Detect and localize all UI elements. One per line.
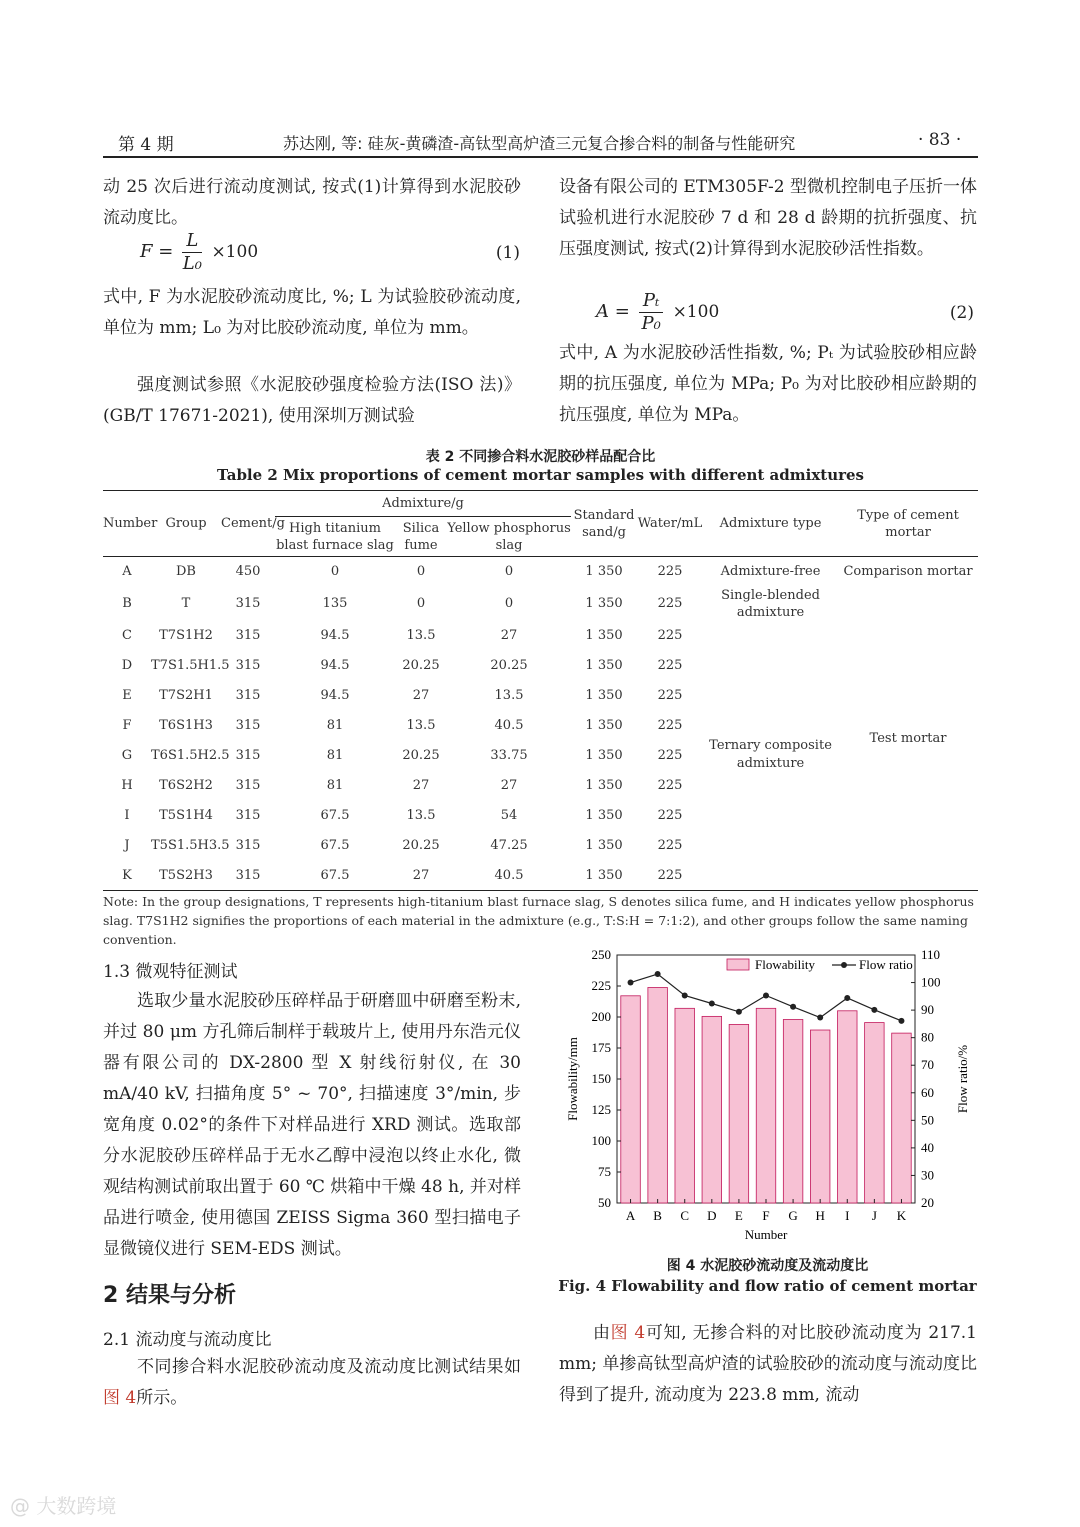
cell: 315 xyxy=(235,778,261,793)
y2-tick-label: 100 xyxy=(921,974,941,990)
cell: I xyxy=(124,808,130,823)
point-flow-ratio xyxy=(709,1000,715,1006)
eq1-fraction xyxy=(182,230,202,275)
y-tick-label: 100 xyxy=(591,1133,611,1148)
eq2-number: (2) xyxy=(949,303,974,323)
th-htbfs: High titanium blast furnace slag xyxy=(276,520,394,553)
right-bottom-paragraph xyxy=(559,1318,977,1411)
equation-1 xyxy=(140,230,520,275)
cell: 27 xyxy=(412,867,430,883)
legend-label-flowability: Flowability xyxy=(755,957,815,972)
cell: 1 350 xyxy=(585,688,623,703)
cell: 315 xyxy=(235,658,261,673)
bar-flowability xyxy=(675,1008,695,1203)
y-axis-label: Flowability/mm xyxy=(565,1037,580,1121)
cell: 0 xyxy=(504,564,514,580)
cell: 0 xyxy=(504,596,514,611)
cell: 315 xyxy=(235,867,261,883)
left-paragraph-2: 式中, F 为水泥胶砂流动度比, %; L 为试验胶砂流动度, 单位为 mm; L₀ 为对比胶砂流动度, 单位为 mm。 xyxy=(103,287,521,338)
legend-label-flow-ratio: Flow ratio xyxy=(859,957,913,972)
cell: 20.25 xyxy=(402,658,440,673)
cell: 54 xyxy=(500,808,518,823)
y-tick-label: 50 xyxy=(598,1195,611,1210)
text-run: 所示。 xyxy=(136,1388,188,1408)
x-tick-label: I xyxy=(845,1208,850,1223)
y2-tick-label: 40 xyxy=(921,1139,934,1155)
table-row xyxy=(103,587,978,621)
cell: H xyxy=(121,778,133,793)
th-admixture: Admixture/g xyxy=(275,491,571,517)
cell: 1 350 xyxy=(585,628,623,643)
cell: 225 xyxy=(657,867,683,883)
bar-flowability xyxy=(756,1008,776,1203)
x-tick-label: F xyxy=(762,1208,770,1223)
th-admixture-type: Admixture type xyxy=(719,516,822,531)
cell: T6S1H3 xyxy=(159,718,213,733)
point-flow-ratio xyxy=(790,1004,796,1010)
cell: 0 xyxy=(416,596,426,611)
cell: T5S1H4 xyxy=(159,808,213,823)
left-paragraph-1: 动 25 次后进行流动度测试, 按式(1)计算得到水泥胶砂流动度比。 xyxy=(103,177,521,228)
cell: 1 350 xyxy=(585,596,623,611)
bar-flowability xyxy=(648,987,668,1203)
cell: 315 xyxy=(235,808,261,823)
y2-tick-label: 110 xyxy=(921,947,941,962)
text-run: 不同掺合料水泥胶砂流动度及流动度比测试结果如 xyxy=(137,1357,521,1377)
cell: E xyxy=(122,688,132,703)
x-tick-label: K xyxy=(896,1208,907,1223)
cell: A xyxy=(122,564,132,580)
cell: T5S2H3 xyxy=(159,867,213,883)
x-tick-label: E xyxy=(734,1208,743,1223)
cell: 81 xyxy=(326,778,344,793)
cell: T6S1.5H2.5 xyxy=(151,748,230,763)
th-silica: Silica fume xyxy=(402,520,440,553)
table2 xyxy=(103,490,978,891)
cell: 13.5 xyxy=(406,808,436,823)
x-tick-label: C xyxy=(680,1208,690,1223)
point-flow-ratio xyxy=(871,1007,877,1013)
bar-flowability xyxy=(621,996,641,1203)
th-sand: Standard sand/g xyxy=(573,507,635,540)
cell: 81 xyxy=(326,748,344,763)
cell: B xyxy=(122,596,132,611)
cell: 13.5 xyxy=(494,688,524,703)
point-flow-ratio xyxy=(817,1015,823,1021)
cell: 135 xyxy=(322,596,348,611)
eq1-number: (1) xyxy=(495,243,520,263)
cell: 225 xyxy=(657,718,683,733)
legend-marker-flow-ratio xyxy=(841,962,847,968)
point-flow-ratio xyxy=(628,980,634,986)
cell: 1 350 xyxy=(585,748,623,763)
cell: K xyxy=(122,867,132,883)
cell-admixture-type: Ternary composite admixture xyxy=(709,738,832,772)
cell: 315 xyxy=(235,718,261,733)
section-2-title: 2 结果与分析 xyxy=(103,1283,236,1308)
y2-tick-label: 90 xyxy=(921,1002,934,1018)
y2-tick-label: 80 xyxy=(921,1029,934,1045)
cell: 27 xyxy=(412,688,430,703)
watermark: @ 大数跨境 xyxy=(10,1494,117,1518)
x-tick-label: D xyxy=(707,1208,717,1223)
eq2-fraction xyxy=(639,290,664,335)
cell: 20.25 xyxy=(490,658,528,673)
th-yps: Yellow phosphorus slag xyxy=(447,520,571,553)
y-tick-label: 225 xyxy=(591,978,611,993)
cell: 225 xyxy=(657,778,683,793)
cell: 81 xyxy=(326,718,344,733)
cell: 225 xyxy=(657,564,683,580)
right-paragraph-2: 式中, A 为水泥胶砂活性指数, %; Pₜ 为试验胶砂相应龄期的抗压强度, 单位为 MPa; P₀ 为对比胶砂相应龄期的抗压强度, 单位为 MPa。 xyxy=(559,343,977,425)
table2-caption-cn: 表 2 不同掺合料水泥胶砂样品配合比 xyxy=(425,449,656,465)
cell: 225 xyxy=(657,688,683,703)
bar-flowability xyxy=(838,1011,858,1203)
th-water: Water/mL xyxy=(637,516,703,531)
cell: 1 350 xyxy=(585,867,623,883)
y-tick-label: 75 xyxy=(598,1164,611,1179)
cell: 27 xyxy=(500,778,518,793)
section-1-3-title: 1.3 微观特征测试 xyxy=(103,962,238,982)
equation-2 xyxy=(596,290,974,335)
page-number: · 83 · xyxy=(918,130,962,150)
cell: 67.5 xyxy=(320,808,350,823)
th-cement: Cement/g xyxy=(221,516,285,531)
y2-tick-label: 20 xyxy=(921,1195,934,1210)
left-paragraph-3: 强度测试参照《水泥胶砂强度检验方法(ISO 法)》(GB/T 17671-2021), 使用深圳万测试验 xyxy=(103,375,521,426)
th-number: Number xyxy=(103,516,158,531)
cell: 67.5 xyxy=(320,838,350,853)
cell: 0 xyxy=(416,564,426,580)
cell: 1 350 xyxy=(585,564,623,580)
x-tick-label: H xyxy=(815,1208,825,1223)
table2-note: Note: In the group designations, T represents high-titanium blast furnace slag, S denotes silica fume, and H indicates yellow phosphorus slag. T7S1H2 signifies the proportions of each material in the admixture (e.g., T:S:H = 7:1:2), and other groups follow the same naming convention. xyxy=(103,894,974,947)
figure-4-chart xyxy=(555,945,980,1245)
bar-flowability xyxy=(783,1019,803,1203)
right-paragraph-1: 设备有限公司的 ETM305F-2 型微机控制电子压折一体试验机进行水泥胶砂 7 d 和 28 d 龄期的抗折强度、抗压强度测试, 按式(2)计算得到水泥胶砂活性指数。 xyxy=(559,177,978,259)
cell-admixture-type: Admixture-free xyxy=(720,564,821,580)
cell: 94.5 xyxy=(320,658,350,673)
section-2-1-title: 2.1 流动度与流动度比 xyxy=(103,1330,272,1350)
figure4-caption-cn: 图 4 水泥胶砂流动度及流动度比 xyxy=(666,1258,869,1274)
point-flow-ratio xyxy=(655,971,661,977)
cell: 1 350 xyxy=(585,778,623,793)
cell: G xyxy=(121,748,133,763)
eq2-denominator: P₀ xyxy=(641,313,661,334)
point-flow-ratio xyxy=(763,993,769,999)
th-group: Group xyxy=(165,516,207,531)
cell: 13.5 xyxy=(406,718,436,733)
cell: 13.5 xyxy=(406,628,436,643)
cell: 225 xyxy=(657,628,683,643)
cell: DB xyxy=(176,564,196,580)
figure4-caption-en: Fig. 4 Flowability and flow ratio of cement mortar xyxy=(558,1277,977,1295)
y-tick-label: 150 xyxy=(591,1071,611,1086)
cell: 1 350 xyxy=(585,838,623,853)
eq1-rhs: ×100 xyxy=(211,242,259,262)
figure-ref-link[interactable]: 图 4 xyxy=(610,1323,646,1343)
cell: 1 350 xyxy=(585,718,623,733)
cell: 94.5 xyxy=(320,688,350,703)
section-2-1-text xyxy=(103,1352,521,1414)
cell: 20.25 xyxy=(402,838,440,853)
section-1-3-text: 选取少量水泥胶砂压碎样品于研磨皿中研磨至粉末, 并过 80 μm 方孔筛后制样于载玻片上, 使用丹东浩元仪器有限公司的 DX-2800 型 X 射线衍射仪, 在 30 mA/40 kV, 扫描角度 5° ~ 70°, 扫描速度 3°/min, 步宽角度 0.02°的条件下对样品进行 XRD 测试。选取部分水泥胶砂压碎样品于无水乙醇中浸泡以终止水化, 微观结构测试前取出置于 60 ℃ 烘箱中干燥 48 h, 并对样品进行喷金, 使用德国 ZEISS Sigma 360 型扫描电子显微镜仪进行 SEM-EDS 测试。 xyxy=(103,991,521,1259)
bar-flowability xyxy=(810,1030,830,1203)
cell: 33.75 xyxy=(490,748,528,763)
cell: 67.5 xyxy=(320,867,350,883)
cell: 225 xyxy=(657,658,683,673)
x-axis-label: Number xyxy=(744,1227,788,1242)
cell: 225 xyxy=(657,748,683,763)
cell: 47.25 xyxy=(490,838,528,853)
bar-flowability xyxy=(865,1023,885,1203)
point-flow-ratio xyxy=(736,1009,742,1015)
cell-mortar-type: Test mortar xyxy=(869,730,947,746)
cell: 20.25 xyxy=(402,748,440,763)
legend-swatch-flowability xyxy=(727,959,749,970)
th-mortar-type: Type of cement mortar xyxy=(857,507,959,540)
x-tick-label: A xyxy=(625,1208,636,1223)
cell: 315 xyxy=(235,838,261,853)
bar-flowability xyxy=(892,1033,912,1203)
y-tick-label: 125 xyxy=(591,1102,611,1117)
eq2-numerator: Pₜ xyxy=(639,290,664,313)
x-tick-label: G xyxy=(788,1208,798,1223)
y-tick-label: 250 xyxy=(591,947,611,962)
cell: F xyxy=(122,718,132,733)
text-run: 由 xyxy=(593,1323,611,1343)
table-row xyxy=(103,557,978,587)
figure-ref-link[interactable]: 图 4 xyxy=(103,1388,137,1408)
cell: 40.5 xyxy=(494,718,524,733)
cell: 40.5 xyxy=(494,867,524,883)
point-flow-ratio xyxy=(844,995,850,1001)
cell: 27 xyxy=(500,628,518,643)
journal-issue: 第 4 期 xyxy=(118,135,174,155)
cell: 315 xyxy=(235,596,261,611)
cell: 315 xyxy=(235,628,261,643)
cell: 315 xyxy=(235,688,261,703)
cell: 0 xyxy=(330,564,340,580)
cell: C xyxy=(122,628,132,643)
bar-flowability xyxy=(729,1024,749,1203)
y2-axis-label: Flow ratio/% xyxy=(955,1044,970,1114)
eq2-lhs: A = xyxy=(596,301,630,322)
y-tick-label: 200 xyxy=(591,1009,611,1024)
cell: 94.5 xyxy=(320,628,350,643)
eq1-numerator: L xyxy=(182,230,202,253)
cell: T7S1.5H1.5 xyxy=(151,658,230,673)
y-tick-label: 175 xyxy=(591,1040,611,1055)
cell: T xyxy=(181,596,191,611)
cell: 1 350 xyxy=(585,658,623,673)
cell-admixture-type: Single-blended admixture xyxy=(721,587,820,620)
cell: 315 xyxy=(235,748,261,763)
cell: 225 xyxy=(657,838,683,853)
y2-tick-label: 60 xyxy=(921,1084,934,1100)
x-tick-label: J xyxy=(871,1208,877,1223)
bar-flowability xyxy=(702,1016,722,1203)
cell: T7S1H2 xyxy=(159,628,213,643)
x-tick-label: B xyxy=(653,1208,662,1223)
cell: D xyxy=(121,658,133,673)
cell-mortar-type: Comparison mortar xyxy=(843,564,973,580)
cell: 1 350 xyxy=(585,808,623,823)
y2-tick-label: 70 xyxy=(921,1057,934,1073)
eq2-rhs: ×100 xyxy=(672,302,720,322)
cell: J xyxy=(124,838,130,853)
cell: 27 xyxy=(412,778,430,793)
point-flow-ratio xyxy=(682,993,688,999)
eq1-denominator: L₀ xyxy=(182,253,202,274)
cell: T6S2H2 xyxy=(159,778,213,793)
y2-tick-label: 50 xyxy=(921,1112,934,1128)
cell: T7S2H1 xyxy=(159,688,213,703)
cell: 450 xyxy=(235,564,261,580)
cell: 225 xyxy=(657,808,683,823)
cell: 225 xyxy=(657,596,683,611)
text-run: 可知, 无掺合料的对比胶砂流动度为 217.1 mm; 单掺高钛型高炉渣的试验胶砂的流动度与流动度比得到了提升, 流动度为 223.8 mm, 流动 xyxy=(559,1323,977,1405)
table2-caption-en: Table 2 Mix proportions of cement mortar samples with different admixtures xyxy=(217,466,864,484)
running-title: 苏达刚, 等: 硅灰-黄磷渣-高钛型高炉渣三元复合掺合料的制备与性能研究 xyxy=(283,134,796,153)
point-flow-ratio xyxy=(898,1018,904,1024)
eq1-lhs: F = xyxy=(140,241,174,262)
y2-tick-label: 30 xyxy=(921,1167,934,1183)
cell: T5S1.5H3.5 xyxy=(151,838,230,853)
header-rule xyxy=(103,156,978,158)
